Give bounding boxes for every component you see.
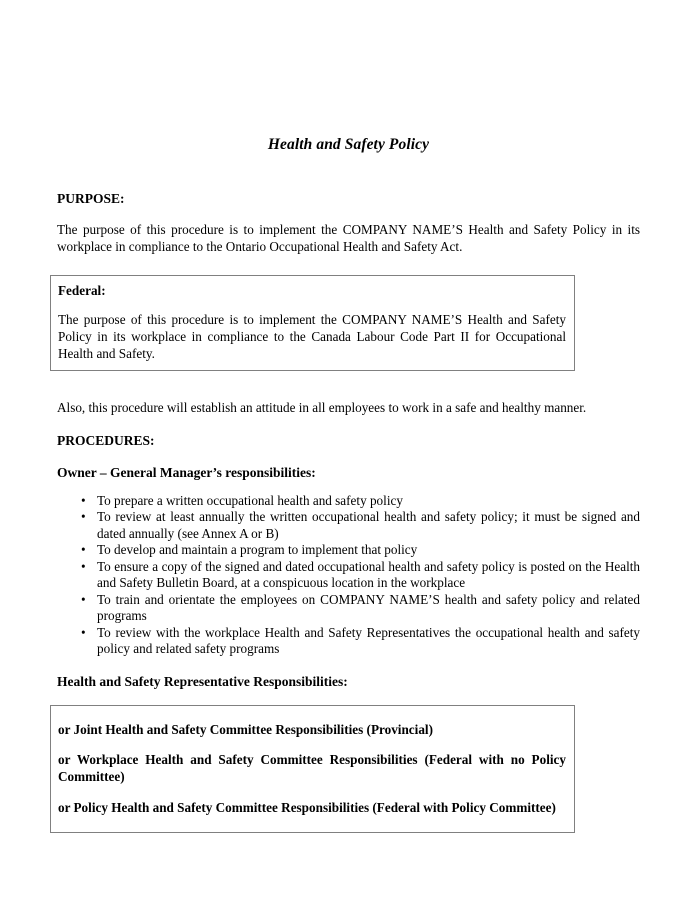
list-item [57, 625, 640, 658]
list-item-label: To ensure a copy of the signed and dated occupational health and safety policy is posted on the Health and Safety Bulletin Board, at a conspicuous location in the workplace [97, 558, 640, 591]
spacer [57, 417, 640, 433]
spacer [58, 786, 566, 800]
purpose-heading: PURPOSE: [57, 191, 125, 206]
bullet-icon: • [81, 558, 86, 574]
spacer [57, 207, 640, 222]
spacer [57, 690, 640, 705]
representative-responsibilities-heading: Health and Safety Representative Responsibilities: [57, 673, 348, 689]
bullet-icon: • [81, 591, 86, 607]
list-item [57, 592, 640, 625]
bullet-icon: • [81, 509, 86, 525]
bullet-icon: • [81, 624, 86, 640]
committee-line-policy: or Policy Health and Safety Committee Responsibilities (Federal with Policy Committee) [58, 799, 556, 815]
committee-line-joint: or Joint Health and Safety Committee Responsibilities (Provincial) [58, 721, 433, 737]
federal-callout-box [50, 275, 575, 371]
owner-responsibilities-heading: Owner – General Manager’s responsibilities: [57, 464, 316, 480]
bullet-icon: • [81, 492, 86, 508]
page-title: Health and Safety Policy [267, 136, 430, 153]
spacer [57, 481, 640, 493]
list-item [57, 493, 640, 510]
federal-box-title: Federal: [58, 283, 106, 299]
document-body [57, 0, 640, 833]
list-item-label: To train and orientate the employees on COMPANY NAME’S health and safety policy and related programs [97, 591, 640, 624]
federal-box-paragraph: The purpose of this procedure is to implement the COMPANY NAME’S Health and Safety Policy in its workplace in compliance to the Canada Labour Code Part II for Occupational Health and Safety. [58, 312, 566, 361]
list-item-label: To review at least annually the written occupational health and safety policy; it must be signed and dated annually (see Annex A or B) [97, 509, 640, 541]
list-item [57, 559, 640, 592]
list-item [57, 509, 640, 542]
committee-callout-box [50, 705, 575, 834]
spacer [57, 154, 640, 191]
spacer [58, 738, 566, 752]
list-item-label: To develop and maintain a program to implement that policy [97, 542, 418, 558]
list-item-label: To prepare a written occupational health and safety policy [97, 492, 403, 508]
spacer [58, 301, 566, 312]
also-paragraph: Also, this procedure will establish an attitude in all employees to work in a safe and healthy manner. [57, 400, 587, 416]
committee-line-workplace: or Workplace Health and Safety Committee Responsibilities (Federal with no Policy Committee) [58, 752, 566, 784]
spacer [57, 449, 640, 465]
owner-responsibilities-list [57, 493, 640, 658]
spacer [57, 371, 640, 400]
spacer [57, 658, 640, 674]
list-item-label: To review with the workplace Health and Safety Representatives the occupational health and safety policy and related safety programs [97, 624, 640, 657]
procedures-heading: PROCEDURES: [57, 432, 155, 448]
spacer [57, 255, 640, 275]
purpose-paragraph: The purpose of this procedure is to implement the COMPANY NAME’S Health and Safety Policy in its workplace in compliance to the Ontario Occupational Health and Safety Act. [57, 222, 640, 254]
list-item [57, 542, 640, 559]
bullet-icon: • [81, 542, 86, 558]
